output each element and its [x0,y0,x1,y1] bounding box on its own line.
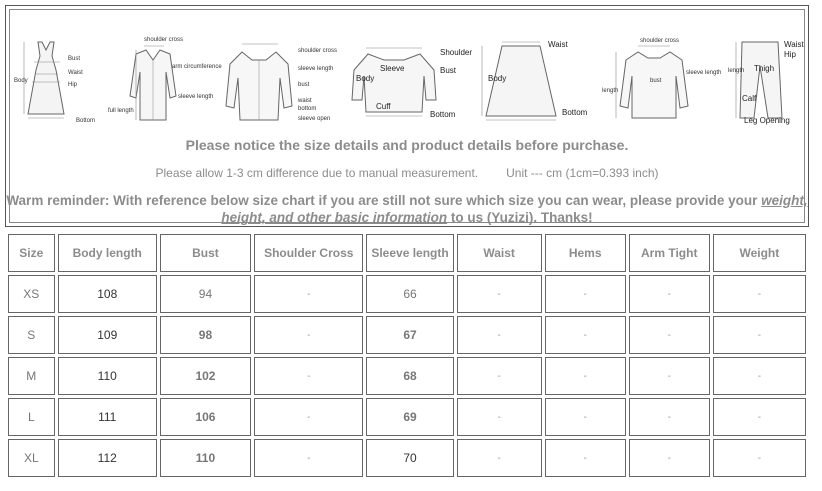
warm-reminder-height: height, and other basic information [221,210,448,225]
size-chart-table [5,231,809,480]
dress-icon [14,36,114,136]
header-shoulder-cross: Shoulder Cross [254,234,363,272]
cell-hems: - [545,398,626,436]
cell-body-length: 108 [58,275,157,313]
label-shoulder-cross: shoulder cross [640,38,680,44]
warm-reminder [6,192,808,226]
cell-weight: - [713,275,806,313]
notice-measurement-text: Please allow 1-3 cm difference due to manual measurement. [155,166,479,180]
coat-icon [106,36,216,136]
cell-body-length: 111 [58,398,157,436]
table-row [8,316,806,354]
cell-bust: 102 [160,357,251,395]
label-shoulder-cross: shoulder cross [144,37,184,43]
sweater-illustration [340,36,473,136]
label-thigh: Thigh [754,64,775,73]
label-cuff: Cuff [376,102,391,111]
label-sleeve-open: sleeve open [298,116,331,122]
warm-reminder-end: to us (Yuzizi). Thanks! [447,210,593,225]
label-leg-opening: Leg Opening [744,116,790,125]
notice-measurement [6,166,808,180]
table-row [8,357,806,395]
header-body-length: Body length [58,234,157,272]
label-hip: Hip [784,50,797,59]
cell-hems: - [545,357,626,395]
cell-sleeve-length: 70 [366,439,453,477]
cell-waist: - [457,398,542,436]
cell-body-length: 112 [58,439,157,477]
cell-size: L [8,398,55,436]
label-body: Body [488,74,507,83]
cell-waist: - [457,439,542,477]
dress-illustration [14,36,114,136]
cell-body-length: 109 [58,316,157,354]
label-length: length [602,88,619,94]
jacket-illustration [220,36,340,136]
label-bottom: Bottom [430,110,456,119]
label-body: Body [14,78,28,84]
cell-sleeve-length: 69 [366,398,453,436]
label-bust: bust [650,78,662,84]
label-bottom: Bottom [76,118,96,124]
cell-bust: 98 [160,316,251,354]
label-bottom: bottom [298,106,317,112]
cell-size: XS [8,275,55,313]
label-shoulder: Shoulder [440,48,473,57]
table-row [8,439,806,477]
header-bust: Bust [160,234,251,272]
cell-shoulder-cross: - [254,275,363,313]
label-sleeve-length: sleeve length [686,70,722,76]
cell-size: M [8,357,55,395]
label-bust: Bust [68,56,81,62]
cell-arm-tight: - [629,357,710,395]
pants-illustration [720,36,804,136]
cell-weight: - [713,398,806,436]
label-full-length: full length [108,108,134,114]
label-waist: waist [298,98,312,104]
table-row [8,275,806,313]
label-arm-circumference: arm circumference [172,64,222,70]
cell-sleeve-length: 68 [366,357,453,395]
header-sleeve-length: Sleeve length [366,234,453,272]
cell-weight: - [713,439,806,477]
cell-weight: - [713,316,806,354]
label-calf: Calf [742,94,757,103]
skirt-icon [476,36,606,136]
warm-reminder-weight: weight, [761,193,808,208]
cell-sleeve-length: 67 [366,316,453,354]
header-size: Size [8,234,55,272]
label-bottom: Bottom [562,108,588,117]
cell-waist: - [457,316,542,354]
header-arm-tight: Arm Tight [629,234,710,272]
cell-sleeve-length: 66 [366,275,453,313]
cell-size: XL [8,439,55,477]
label-sleeve-length: sleeve length [178,94,214,100]
cell-weight: - [713,357,806,395]
label-bust: bust [298,82,310,88]
label-waist: Waist [548,40,568,49]
cell-waist: - [457,275,542,313]
hoodie-illustration [602,36,722,136]
cell-body-length: 110 [58,357,157,395]
label-body: Body [356,74,375,83]
size-guide-header [5,5,809,227]
cell-arm-tight: - [629,398,710,436]
label-sleeve-length: sleeve length [298,66,334,72]
label-sleeve: Sleeve [380,64,405,73]
header-weight: Weight [713,234,806,272]
cell-arm-tight: - [629,439,710,477]
table-row [8,398,806,436]
hoodie-icon [602,36,712,136]
cell-shoulder-cross: - [254,439,363,477]
notice-unit: Unit --- cm (1cm=0.393 inch) [506,166,659,180]
cell-hems: - [545,275,626,313]
warm-reminder-text: Warm reminder: With reference below size chart if you are still not sure which size you can wear, please provide your [6,193,762,208]
coat-illustration [106,36,222,136]
notice-size-details: Please notice the size details and product details before purchase. [185,137,629,153]
header-waist: Waist [457,234,542,272]
cell-hems: - [545,439,626,477]
size-chart-header-row [8,234,806,272]
cell-shoulder-cross: - [254,316,363,354]
cell-bust: 94 [160,275,251,313]
cell-arm-tight: - [629,316,710,354]
header-hems: Hems [545,234,626,272]
label-waist: Waist [784,40,804,49]
cell-waist: - [457,357,542,395]
label-hip: Hip [68,82,78,88]
cell-size: S [8,316,55,354]
cell-arm-tight: - [629,275,710,313]
cell-shoulder-cross: - [254,398,363,436]
cell-shoulder-cross: - [254,357,363,395]
cell-bust: 106 [160,398,251,436]
cell-bust: 110 [160,439,251,477]
label-length: length [728,68,745,74]
label-waist: Waist [68,70,83,76]
skirt-illustration [476,36,606,136]
label-bust: Bust [440,66,457,75]
garment-illustrations [14,36,804,136]
label-shoulder-cross: shoulder cross [298,48,338,54]
cell-hems: - [545,316,626,354]
